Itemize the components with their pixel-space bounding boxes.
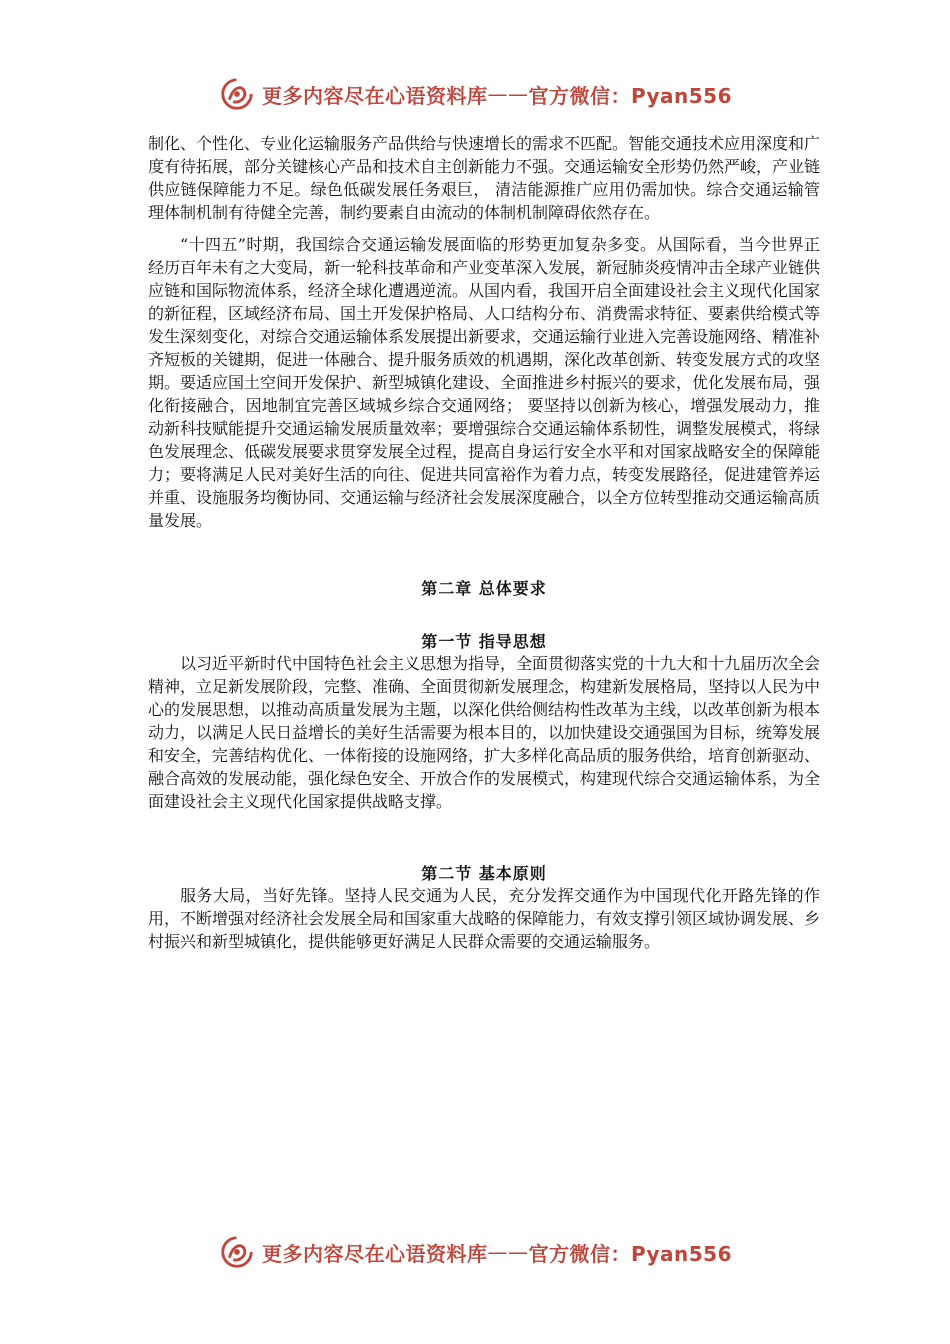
chapter-heading: 第二章 总体要求 — [421, 579, 547, 598]
swirl-logo-icon — [218, 1233, 256, 1271]
header-watermark-banner — [0, 74, 950, 114]
paragraph-situation: “十四五”时期，我国综合交通运输发展面临的形势更加复杂多变。从国际看，当今世界正经历百年未有之大变局，新一轮科技革命和产业变革深入发展，新冠肺炎疫情冲击全球产业链供应链和国际物流体系，经济全球化遭遇逆流。从国内看，我国开启全面建设社会主义现代化国家的新征程，区域经济布局、国土开发保护格局、人口结构分布、消费需求特征、要素供给模式等发生深刻变化，对综合交通运输体系发展提出新要求，交通运输行业进入完善设施网络、精准补齐短板的关键期，促进一体融合、提升服务质效的机遇期，深化改革创新、转变发展方式的攻坚期。要适应国土空间开发保护、新型城镇化建设、全面推进乡村振兴的要求，优化发展布局，强化衔接融合，因地制宜完善区域城乡综合交通网络； 要坚持以创新为核心，增强发展动力，推动新科技赋能提升交通运输发展质量效率；要增强综合交通运输体系韧性，调整发展模式，将绿色发展理念、低碳发展要求贯穿发展全过程，提高自身运行安全水平和对国家战略安全的保障能力；要将满足人民对美好生活的向往、促进共同富裕作为着力点，转变发展路径，促进建管养运并重、设施服务均衡协同、交通运输与经济社会发展深度融合，以全方位转型推动交通运输高质量发展。 — [148, 235, 821, 530]
section-heading-basic-principles: 第二节 基本原则 — [421, 864, 547, 883]
banner-separator: —— — [487, 82, 529, 106]
banner-main-text: 更多内容尽在心语资料库 — [261, 83, 488, 108]
banner-separator: —— — [487, 1240, 529, 1264]
banner-main-text: 更多内容尽在心语资料库 — [261, 1241, 488, 1266]
section-heading-guiding-ideology: 第一节 指导思想 — [421, 632, 547, 651]
banner-contact-text: 官方微信：Pyan556 — [528, 83, 733, 108]
banner-contact-text: 官方微信：Pyan556 — [528, 1241, 733, 1266]
swirl-logo-icon — [218, 75, 256, 113]
paragraph-guiding-ideology: 以习近平新时代中国特色社会主义思想为指导，全面贯彻落实党的十九大和十九届历次全会精神，立足新发展阶段，完整、准确、全面贯彻新发展理念，构建新发展格局，坚持以人民为中心的发展思想，以推动高质量发展为主题，以深化供给侧结构性改革为主线，以改革创新为根本动力，以满足人民日益增长的美好生活需要为根本目的，以加快建设交通强国为目标，统筹发展和安全，完善结构优化、一体衔接的设施网络，扩大多样化高品质的服务供给，培育创新驱动、融合高效的发展动能，强化绿色安全、开放合作的发展模式，构建现代综合交通运输体系，为全面建设社会主义现代化国家提供战略支撑。 — [148, 654, 821, 811]
paragraph-continuation: 制化、个性化、专业化运输服务产品供给与快速增长的需求不匹配。智能交通技术应用深度和广度有待拓展，部分关键核心产品和技术自主创新能力不强。交通运输安全形势仍然严峻，产业链供应链保障能力不足。绿色低碳发展任务艰巨， 清洁能源推广应用仍需加快。综合交通运输管理体制机制有待健全完善，制约要素自由流动的体制机制障碍依然存在。 — [148, 134, 821, 222]
footer-watermark-banner — [0, 1232, 950, 1272]
document-body — [148, 132, 820, 953]
paragraph-basic-principles: 服务大局，当好先锋。坚持人民交通为人民，充分发挥交通作为中国现代化开路先锋的作用，不断增强对经济社会发展全局和国家重大战略的保障能力，有效支撑引领区域协调发展、乡村振兴和新型城镇化，提供能够更好满足人民群众需要的交通运输服务。 — [148, 886, 821, 951]
